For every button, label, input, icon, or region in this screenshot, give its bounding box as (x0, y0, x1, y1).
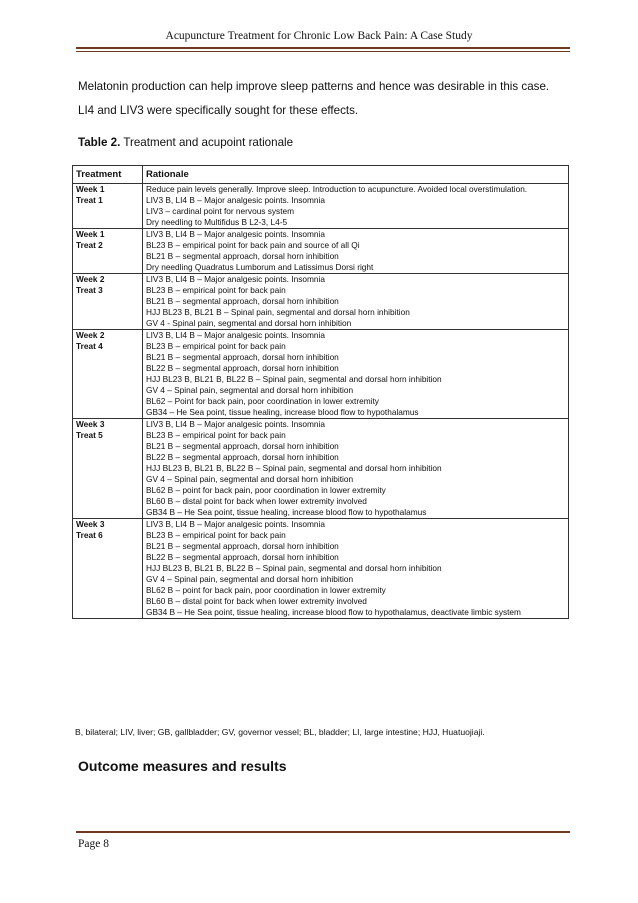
rationale-cell (143, 229, 569, 274)
treatment-cell (73, 519, 143, 619)
table-header-row (73, 166, 569, 184)
treatment-cell (73, 184, 143, 229)
rationale-line: BL23 B – empirical point for back pain (146, 285, 286, 295)
week-label: Week 3 (76, 519, 105, 529)
rationale-line: BL23 B – empirical point for back pain (146, 341, 286, 351)
treatment-cell (73, 274, 143, 330)
col-header-rationale: Rationale (143, 166, 569, 184)
week-label: Week 1 (76, 229, 105, 239)
rationale-line: BL62 B – point for back pain, poor coordination in lower extremity (146, 485, 386, 495)
treatment-cell (73, 229, 143, 274)
page-number: Page 8 (78, 838, 109, 850)
section-heading: Outcome measures and results (78, 758, 287, 774)
rationale-line: BL21 B – segmental approach, dorsal horn inhibition (146, 352, 339, 362)
treat-label: Treat 1 (76, 195, 103, 205)
rationale-cell (143, 330, 569, 419)
table-caption (78, 136, 293, 149)
week-label: Week 2 (76, 330, 105, 340)
table-footnote: B, bilateral; LIV, liver; GB, gallbladder; GV, governor vessel; BL, bladder; LI, large intestine; HJJ, Huatuojiaji. (75, 727, 485, 737)
rationale-line: BL21 B – segmental approach, dorsal horn inhibition (146, 541, 339, 551)
rationale-line: LIV3 B, LI4 B – Major analgesic points. Insomnia (146, 195, 325, 205)
rationale-cell (143, 274, 569, 330)
body-paragraph-2: LI4 and LIV3 were specifically sought for these effects. (78, 104, 359, 117)
rationale-cell (143, 184, 569, 229)
rationale-line: GV 4 – Spinal pain, segmental and dorsal horn inhibition (146, 574, 354, 584)
week-label: Week 3 (76, 419, 105, 429)
rationale-line: HJJ BL23 B, BL21 B, BL22 B – Spinal pain, segmental and dorsal horn inhibition (146, 374, 442, 384)
treat-label: Treat 4 (76, 341, 103, 351)
rationale-line: HJJ BL23 B, BL21 B, BL22 B – Spinal pain, segmental and dorsal horn inhibition (146, 463, 442, 473)
week-label: Week 1 (76, 184, 105, 194)
rationale-line: LIV3 – cardinal point for nervous system (146, 206, 295, 216)
body-paragraph-1: Melatonin production can help improve sleep patterns and hence was desirable in this case. (78, 80, 550, 93)
treat-label: Treat 2 (76, 240, 103, 250)
treat-label: Treat 3 (76, 285, 103, 295)
rationale-line: LIV3 B, LI4 B – Major analgesic points. Insomnia (146, 330, 325, 340)
rationale-line: BL22 B – segmental approach, dorsal horn inhibition (146, 363, 339, 373)
table-row (73, 274, 569, 330)
rationale-line: GB34 B – He Sea point, tissue healing, increase blood flow to hypothalamus, deactivate limbic system (146, 607, 521, 617)
treatment-cell (73, 330, 143, 419)
running-header: Acupuncture Treatment for Chronic Low Back Pain: A Case Study (165, 30, 473, 42)
rationale-line: LIV3 B, LI4 B – Major analgesic points. Insomnia (146, 274, 325, 284)
rationale-table (72, 165, 569, 619)
header-rule-thin (76, 51, 570, 52)
week-label: Week 2 (76, 274, 105, 284)
rationale-line: Dry needling Quadratus Lumborum and Latissimus Dorsi right (146, 262, 374, 272)
footer-rule (76, 831, 570, 833)
rationale-line: Dry needling to Multifidus B L2-3, L4-5 (146, 217, 288, 227)
rationale-line: BL23 B – empirical point for back pain and source of all Qi (146, 240, 360, 250)
rationale-line: BL62 – Point for back pain, poor coordination in lower extremity (146, 396, 379, 406)
col-header-treatment: Treatment (73, 166, 143, 184)
rationale-line: GV 4 - Spinal pain, segmental and dorsal horn inhibition (146, 318, 352, 328)
table-row (73, 229, 569, 274)
rationale-line: GB34 – He Sea point, tissue healing, increase blood flow to hypothalamus (146, 407, 419, 417)
table-row (73, 419, 569, 519)
rationale-line: BL23 B – empirical point for back pain (146, 530, 286, 540)
rationale-line: BL21 B – segmental approach, dorsal horn inhibition (146, 441, 339, 451)
table-caption-label: Table 2. (78, 136, 121, 149)
rationale-line: GB34 B – He Sea point, tissue healing, increase blood flow to hypothalamus (146, 507, 427, 517)
rationale-line: LIV3 B, LI4 B – Major analgesic points. Insomnia (146, 229, 325, 239)
table-body (73, 184, 569, 619)
rationale-line: Reduce pain levels generally. Improve sleep. Introduction to acupuncture. Avoided local overstimulation. (146, 184, 528, 194)
rationale-line: LIV3 B, LI4 B – Major analgesic points. Insomnia (146, 519, 325, 529)
table-row (73, 519, 569, 619)
treat-label: Treat 6 (76, 530, 103, 540)
rationale-line: LIV3 B, LI4 B – Major analgesic points. Insomnia (146, 419, 325, 429)
rationale-line: BL62 B – point for back pain, poor coordination in lower extremity (146, 585, 386, 595)
rationale-line: BL23 B – empirical point for back pain (146, 430, 286, 440)
rationale-line: BL60 B – distal point for back when lower extremity involved (146, 496, 367, 506)
rationale-line: HJJ BL23 B, BL21 B – Spinal pain, segmental and dorsal horn inhibition (146, 307, 410, 317)
rationale-line: GV 4 – Spinal pain, segmental and dorsal horn inhibition (146, 474, 354, 484)
table-row (73, 184, 569, 229)
rationale-cell (143, 519, 569, 619)
treat-label: Treat 5 (76, 430, 103, 440)
table-row (73, 330, 569, 419)
table-caption-text: Treatment and acupoint rationale (120, 136, 294, 149)
rationale-line: GV 4 – Spinal pain, segmental and dorsal horn inhibition (146, 385, 354, 395)
rationale-line: BL60 B – distal point for back when lower extremity involved (146, 596, 367, 606)
treatment-cell (73, 419, 143, 519)
rationale-line: BL22 B – segmental approach, dorsal horn inhibition (146, 452, 339, 462)
rationale-line: BL21 B – segmental approach, dorsal horn inhibition (146, 296, 339, 306)
rationale-line: HJJ BL23 B, BL21 B, BL22 B – Spinal pain, segmental and dorsal horn inhibition (146, 563, 442, 573)
rationale-cell (143, 419, 569, 519)
header-rule (76, 47, 570, 49)
rationale-line: BL21 B – segmental approach, dorsal horn inhibition (146, 251, 339, 261)
rationale-line: BL22 B – segmental approach, dorsal horn inhibition (146, 552, 339, 562)
